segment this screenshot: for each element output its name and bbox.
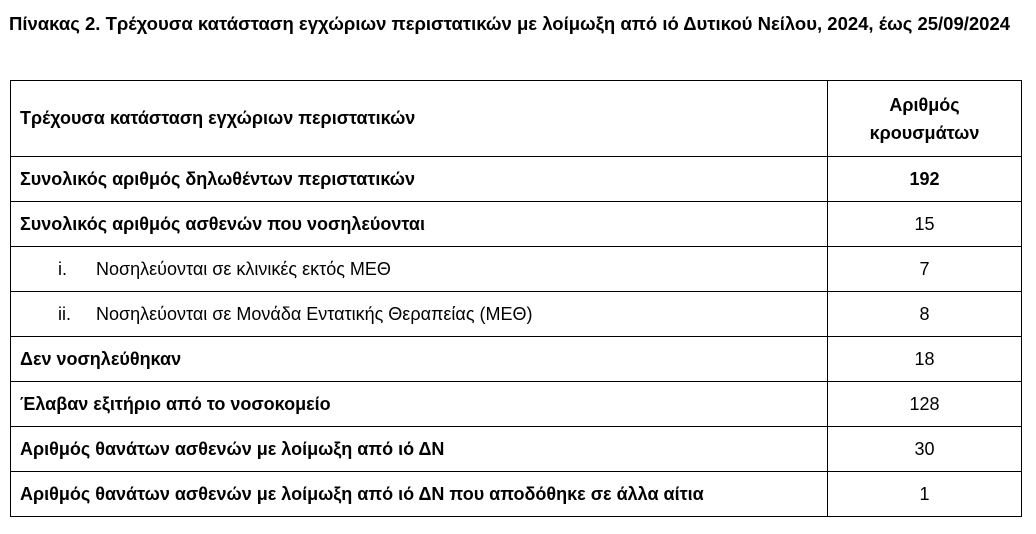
row-label: Αριθμός θανάτων ασθενών με λοίμωξη από ιό ΔΝ xyxy=(11,427,828,472)
table-row-hospitalized-non-icu xyxy=(11,247,1022,292)
header-count-line1: Αριθμός xyxy=(889,94,960,115)
row-count: 15 xyxy=(828,202,1022,247)
row-label: Νοσηλεύονται σε Μονάδα Εντατικής Θεραπείας (ΜΕΘ) xyxy=(96,303,533,324)
row-count: 7 xyxy=(828,247,1022,292)
table-row-hospitalized-icu xyxy=(11,292,1022,337)
table-caption: Πίνακας 2. Τρέχουσα κατάσταση εγχώριων περιστατικών με λοίμωξη από ιό Δυτικού Νείλου, 2024, έως 25/09/2024 xyxy=(9,13,1011,34)
table-row-deaths-other-causes xyxy=(11,472,1022,517)
row-label: Συνολικός αριθμός ασθενών που νοσηλεύονται xyxy=(11,202,828,247)
row-label: Δεν νοσηλεύθηκαν xyxy=(11,337,828,382)
row-count: 1 xyxy=(828,472,1022,517)
row-count: 8 xyxy=(828,292,1022,337)
row-label: Έλαβαν εξιτήριο από το νοσοκομείο xyxy=(11,382,828,427)
table-row-total-hospitalized xyxy=(11,202,1022,247)
header-case-count xyxy=(828,81,1022,157)
row-label: Νοσηλεύονται σε κλινικές εκτός ΜΕΘ xyxy=(96,258,391,279)
row-label-cell xyxy=(11,292,828,337)
row-count: 192 xyxy=(828,157,1022,202)
row-count: 128 xyxy=(828,382,1022,427)
table-row-deaths xyxy=(11,427,1022,472)
row-roman-numeral: i. xyxy=(58,258,67,279)
row-count: 30 xyxy=(828,427,1022,472)
table-row-total-reported xyxy=(11,157,1022,202)
row-count: 18 xyxy=(828,337,1022,382)
row-label: Συνολικός αριθμός δηλωθέντων περιστατικών xyxy=(11,157,828,202)
case-status-table xyxy=(10,80,1022,517)
row-label: Αριθμός θανάτων ασθενών με λοίμωξη από ιό ΔΝ που αποδόθηκε σε άλλα αίτια xyxy=(11,472,828,517)
row-label-cell xyxy=(11,247,828,292)
row-roman-numeral: ii. xyxy=(58,303,71,324)
table-row-discharged xyxy=(11,382,1022,427)
table-row-not-hospitalized xyxy=(11,337,1022,382)
header-count-line2: κρουσμάτων xyxy=(869,122,980,143)
table-header-row xyxy=(11,81,1022,157)
header-status-label: Τρέχουσα κατάσταση εγχώριων περιστατικών xyxy=(11,81,828,157)
